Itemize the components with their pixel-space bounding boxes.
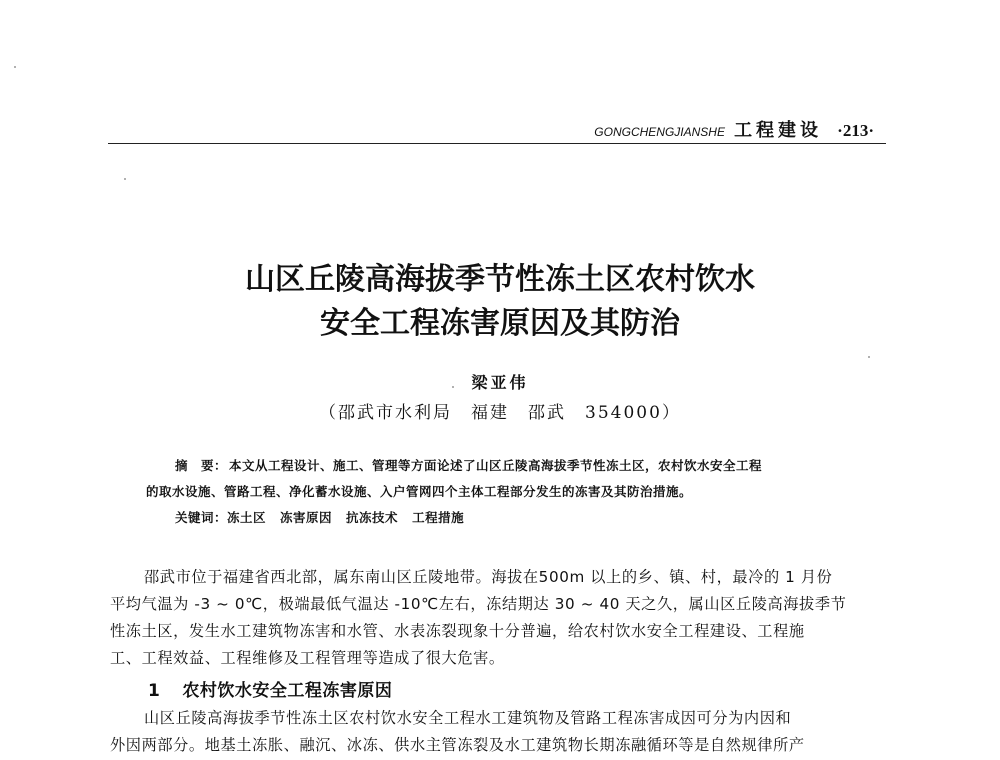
section-title: 农村饮水安全工程冻害原因 — [182, 681, 393, 701]
abstract-label: 摘 要： — [175, 458, 228, 473]
section-heading-1 — [148, 676, 392, 701]
keyword: 抗冻技术 — [346, 510, 399, 525]
keywords-label: 关键词： — [175, 510, 228, 525]
journal-latin-name: GONGCHENGJIANSHE — [594, 125, 725, 139]
scan-speck — [14, 66, 16, 68]
page-number: ·213· — [837, 121, 874, 140]
body-paragraph-2-line-1: 山区丘陵高海拔季节性冻土区农村饮水安全工程水工建筑物及管路工程冻害成因可分为内因和 — [144, 709, 792, 727]
keyword: 冻害原因 — [280, 510, 333, 525]
title-line-1: 山区丘陵高海拔季节性冻土区农村饮水 — [245, 262, 755, 297]
title-line-2: 安全工程冻害原因及其防治 — [320, 306, 680, 341]
body-paragraph-1-line-4: 工、工程效益、工程维修及工程管理等造成了很大危害。 — [110, 649, 505, 667]
abstract-line-1 — [175, 456, 762, 474]
keyword: 冻土区 — [227, 510, 267, 525]
abstract-line-2: 的取水设施、管路工程、净化蓄水设施、入户管网四个主体工程部分发生的冻害及其防治措施。 — [146, 484, 693, 499]
body-paragraph-1-line-2: 平均气温为 -3 ~ 0℃，极端最低气温达 -10℃左右，冻结期达 30 ~ 40 天之久，属山区丘陵高海拔季节 — [110, 595, 847, 613]
keywords-line — [175, 508, 478, 526]
scan-speck — [124, 178, 126, 180]
header-rule — [108, 143, 886, 144]
journal-chinese-name: 工程建设 — [734, 120, 823, 141]
author-name: 梁亚伟 — [471, 373, 529, 392]
body-paragraph-1-line-1: 邵武市位于福建省西北部，属东南山区丘陵地带。海拔在500m 以上的乡、镇、村，最冷的 1 月份 — [144, 568, 833, 586]
abstract-text-1: 本文从工程设计、施工、管理等方面论述了山区丘陵高海拔季节性冻土区，农村饮水安全工程 — [229, 458, 763, 473]
keyword: 工程措施 — [412, 510, 465, 525]
scan-speck — [452, 386, 454, 388]
scan-speck — [868, 356, 870, 358]
author-affiliation: （邵武市水利局 福建 邵武 354000） — [319, 403, 681, 423]
body-paragraph-1-line-3: 性冻土区，发生水工建筑物冻害和水管、水表冻裂现象十分普遍，给农村饮水安全工程建设、工程施 — [110, 622, 805, 640]
section-number: 1 — [148, 681, 161, 701]
running-head — [0, 116, 874, 142]
body-paragraph-2-line-2: 外因两部分。地基土冻胀、融沉、冰冻、供水主管冻裂及水工建筑物长期冻融循环等是自然规律所产 — [110, 736, 805, 754]
